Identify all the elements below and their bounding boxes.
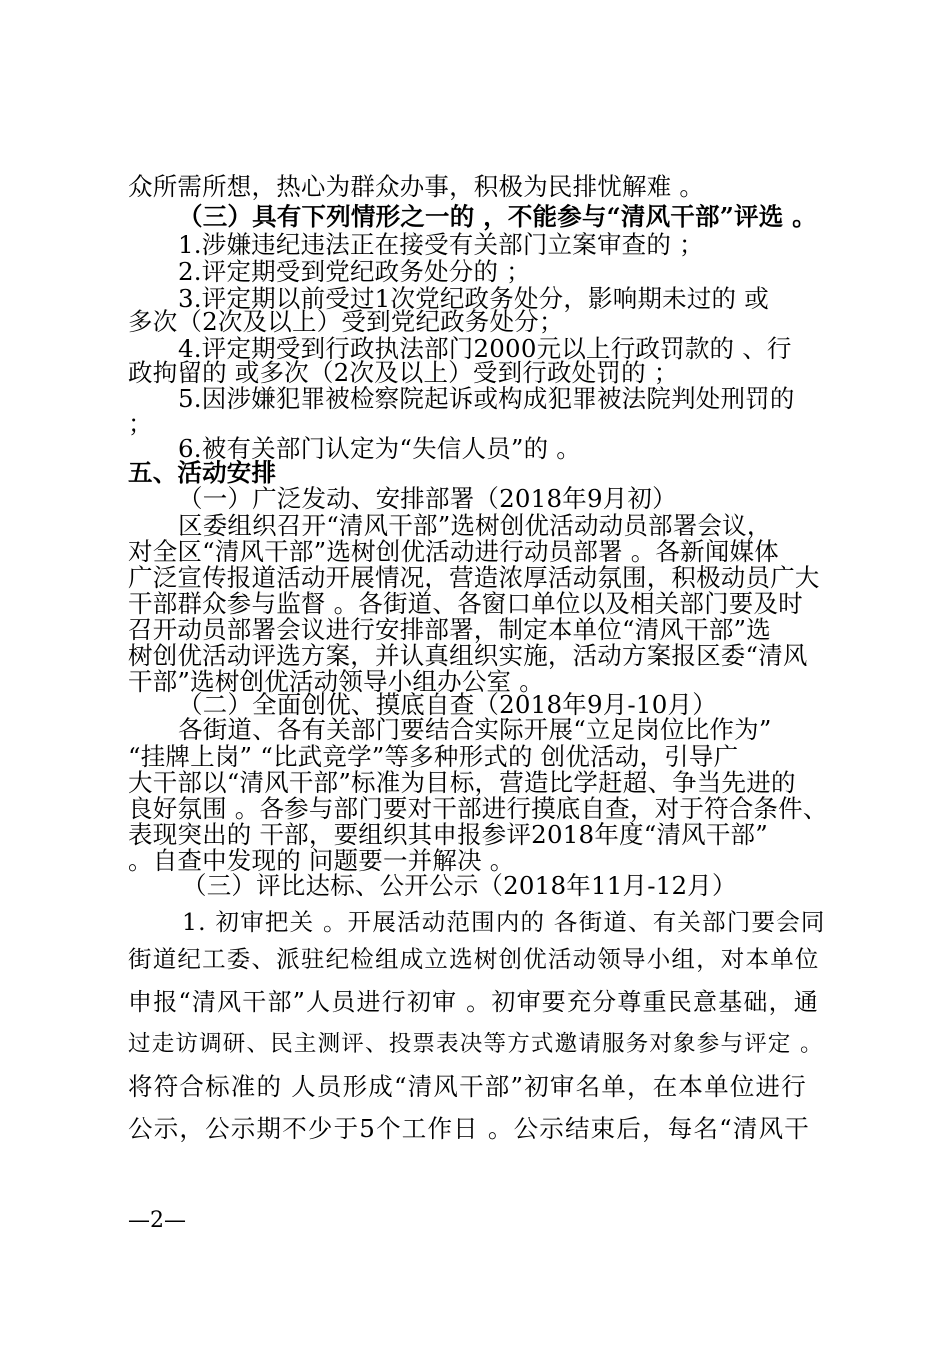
list-item: 4.评定期受到行政执法部门2000元以上行政罚款的 、行 bbox=[178, 334, 792, 363]
list-item: 5.因涉嫌犯罪被检察院起诉或构成犯罪被法院判处刑罚的 bbox=[178, 384, 795, 413]
text-line: 对全区“清风干部”选树创优活动进行动员部署 。各新闻媒体 bbox=[128, 537, 779, 566]
section-heading: （三）具有下列情形之一的 ，不能参与“清风干部”评选 。 bbox=[178, 202, 817, 231]
text-line: “挂牌上岗” “比武竞学”等多种形式的 创优活动，引导广 bbox=[128, 742, 739, 771]
text-line: 将符合标准的 人员形成“清风干部”初审名单，在本单位进行 bbox=[128, 1072, 807, 1101]
text-line: 广泛宣传报道活动开展情况，营造浓厚活动氛围，积极动员广大 bbox=[128, 563, 820, 592]
text-line: 召开动员部署会议进行安排部署，制定本单位“清风干部”选 bbox=[128, 615, 771, 644]
subsection-heading: （二）全面创优、摸底自查（2018年9月-10月） bbox=[178, 690, 717, 719]
text-line: 申报“清风干部”人员进行初审 。初审要充分尊重民意基础，通 bbox=[128, 988, 819, 1016]
list-item: 1.涉嫌违纪违法正在接受有关部门立案审查的 ； bbox=[178, 230, 704, 259]
text-line: 干部群众参与监督 。各街道、各窗口单位以及相关部门要及时 bbox=[128, 589, 803, 618]
text-line: 良好氛围 。各参与部门要对干部进行摸底自查，对于符合条件、 bbox=[128, 794, 828, 823]
text-line: 街道纪工委、派驻纪检组成立选树创优活动领导小组，对本单位 bbox=[128, 945, 820, 973]
text-line: 各街道、各有关部门要结合实际开展“立足岗位比作为” bbox=[178, 715, 772, 744]
text-line: 树创优活动评选方案，并认真组织实施，活动方案报区委“清风 bbox=[128, 641, 808, 670]
list-item: 2.评定期受到党纪政务处分的 ； bbox=[178, 257, 531, 286]
text-line: 政拘留的 或多次（2次及以上）受到行政处罚的 ； bbox=[128, 358, 679, 387]
subsection-heading: （一）广泛发动、安排部署（2018年9月初） bbox=[178, 484, 677, 513]
section-heading: 五、活动安排 bbox=[128, 458, 277, 487]
text-line: 大干部以“清风干部”标准为目标，营造比学赶超、争当先进的 bbox=[128, 768, 796, 797]
text-line: ； bbox=[128, 409, 153, 438]
text-line: 多次（2次及以上）受到党纪政务处分； bbox=[128, 307, 564, 336]
text-line: 众所需所想，热心为群众办事，积极为民排忧解难 。 bbox=[128, 172, 705, 201]
text-line: 表现突出的 干部，要组织其申报参评2018年度“清风干部” bbox=[128, 820, 768, 849]
text-line: 区委组织召开“清风干部”选树创优活动动员部署会议， bbox=[178, 511, 772, 540]
text-line: 1. 初审把关 。开展活动范围内的 各街道、有关部门要会同 bbox=[182, 908, 826, 936]
text-line: 过走访调研、民主测评、投票表决等方式邀请服务对象参与评定 。 bbox=[128, 1031, 824, 1057]
page-number: —2— bbox=[128, 1208, 186, 1233]
subsection-heading: （三）评比达标、公开公示（2018年11月-12月） bbox=[182, 871, 737, 900]
text-line: 干部”选树创优活动领导小组办公室 。 bbox=[128, 667, 544, 696]
list-item: 3.评定期以前受过1次党纪政务处分，影响期未过的 或 bbox=[178, 284, 769, 313]
text-line: 公示，公示期不少于5个工作日 。公示结束后，每名“清风干 bbox=[128, 1114, 810, 1143]
list-item: 6.被有关部门认定为“失信人员”的 。 bbox=[178, 434, 582, 463]
text-line: 。自查中发现的 问题要一并解决 。 bbox=[128, 846, 515, 875]
